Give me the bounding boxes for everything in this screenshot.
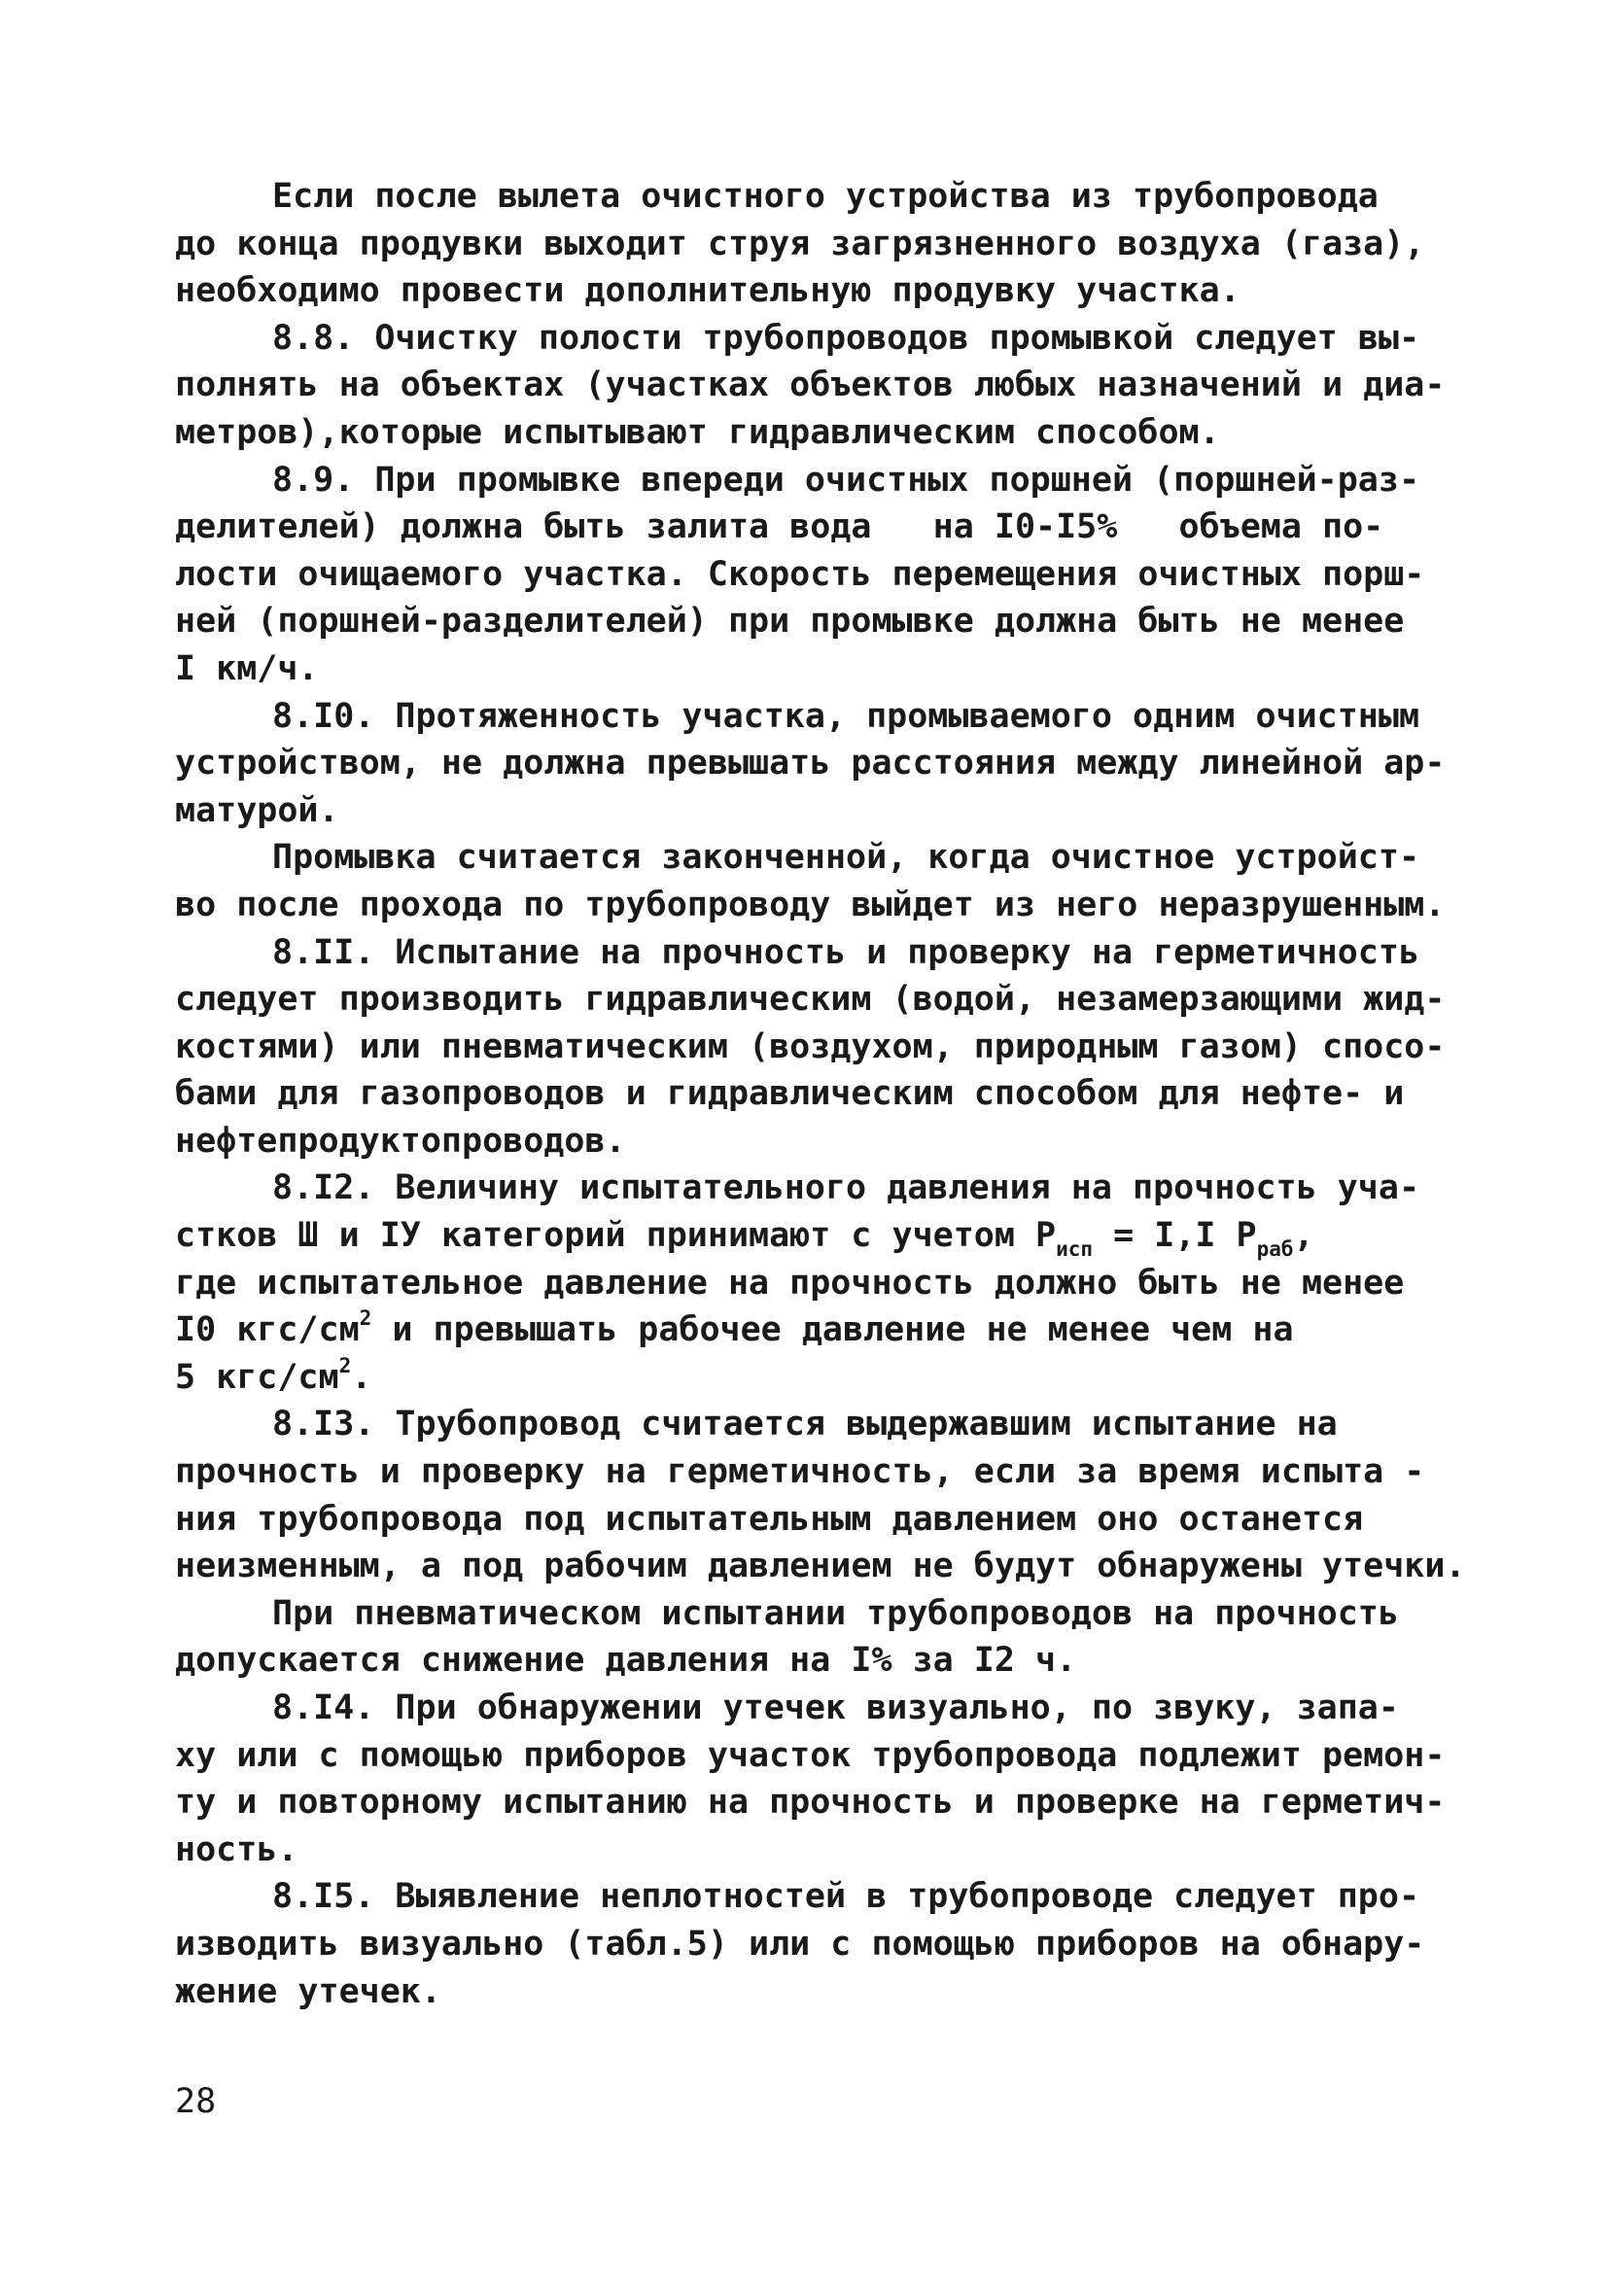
text-fragment: и превышать рабочее давление не менее чем на xyxy=(371,1310,1294,1350)
text-line: ния трубопровода под испытательным давлением оно останется xyxy=(175,1499,1364,1539)
text-line: матурой. xyxy=(175,790,339,830)
paragraph-8-13: 8.I3. Трубопровод считается выдержавшим испытание на xyxy=(272,1405,1338,1444)
text-line: делителей) должна быть залита вода на I0-I5% объема по- xyxy=(175,507,1384,547)
text-line: жение утечек. xyxy=(175,1971,441,2011)
formula-text: , xyxy=(1293,1216,1314,1256)
subscript-rab: раб xyxy=(1256,1237,1294,1262)
text-line: метров),которые испытывают гидравлическим способом. xyxy=(175,412,1220,452)
text-fragment: 5 кгс/см xyxy=(175,1357,339,1397)
text-line: ху или с помощью приборов участок трубопровода подлежит ремон- xyxy=(175,1735,1446,1775)
text-line: костями) или пневматическим (воздухом, природным газом) спосо- xyxy=(175,1026,1446,1066)
text-line: лости очищаемого участка. Скорость перемещения очистных порш- xyxy=(175,554,1425,594)
document-body xyxy=(175,173,1466,2015)
superscript-2: 2 xyxy=(338,1354,352,1378)
text-fragment: . xyxy=(351,1357,372,1397)
text-line: устройством, не должна превышать расстояния между линейной ар- xyxy=(175,744,1446,783)
text-line: ту и повторному испытанию на прочность и проверке на герметич- xyxy=(175,1783,1446,1823)
paragraph-8-10: 8.I0. Протяженность участка, промываемого одним очистным xyxy=(272,696,1420,736)
paragraph-8-15: 8.I5. Выявление неплотностей в трубопроводе следует про- xyxy=(272,1877,1420,1917)
text-line xyxy=(175,1354,1419,1402)
formula-text: = I,I P xyxy=(1093,1216,1257,1256)
text-line: Если после вылета очистного устройства из трубопровода xyxy=(272,177,1379,216)
text-line: Промывка считается законченной, когда очистное устройст- xyxy=(272,838,1420,878)
text-line: следует производить гидравлическим (водой, незамерзающими жид- xyxy=(175,980,1446,1020)
text-fragment: I0 кгс/см xyxy=(175,1310,360,1350)
text-line: необходимо провести дополнительную продувку участка. xyxy=(175,271,1240,311)
text-line: до конца продувки выходит струя загрязненного воздуха (газа), xyxy=(175,224,1425,263)
text-line: допускается снижение давления на I% за I2 ч. xyxy=(175,1641,1077,1681)
text-line: полнять на объектах (участках объектов любых назначений и диа- xyxy=(175,365,1446,405)
page-number: 28 xyxy=(175,2082,217,2121)
text-line: При пневматическом испытании трубопроводов на прочность xyxy=(272,1593,1399,1633)
paragraph-8-8: 8.8. Очистку полости трубопроводов промывкой следует вы- xyxy=(272,318,1420,358)
text-line xyxy=(175,1306,1419,1354)
paragraph-8-14: 8.I4. При обнаружении утечек визуально, по звуку, запа- xyxy=(272,1688,1399,1727)
superscript-2: 2 xyxy=(359,1306,372,1331)
paragraph-8-12: 8.I2. Величину испытательного давления на прочность уча- xyxy=(272,1168,1420,1208)
text-line: I км/ч. xyxy=(175,648,319,688)
text-line: во после прохода по трубопроводу выйдет из него неразрушенным. xyxy=(175,885,1446,924)
formula-text: стков Ш и IУ категорий принимают с учетом P xyxy=(175,1216,1057,1256)
subscript-isp: исп xyxy=(1056,1237,1094,1262)
text-line: неизменным, а под рабочим давлением не будут обнаружены утечки. xyxy=(175,1547,1466,1586)
text-line: бами для газопроводов и гидравлическим способом для нефте- и xyxy=(175,1074,1405,1114)
formula-line xyxy=(175,1212,1419,1260)
text-line: ность. xyxy=(175,1829,298,1869)
text-line: прочность и проверку на герметичность, если за время испыта - xyxy=(175,1452,1425,1492)
text-line: изводить визуально (табл.5) или с помощью приборов на обнару- xyxy=(175,1924,1425,1964)
text-line: ней (поршней-разделителей) при промывке должна быть не менее xyxy=(175,602,1405,642)
paragraph-8-11: 8.II. Испытание на прочность и проверку на герметичность xyxy=(272,932,1420,972)
text-line: нефтепродуктопроводов. xyxy=(175,1121,626,1161)
paragraph-8-9: 8.9. При промывке впереди очистных поршней (поршней-раз- xyxy=(272,460,1420,500)
text-line: где испытательное давление на прочность должно быть не менее xyxy=(175,1263,1405,1303)
